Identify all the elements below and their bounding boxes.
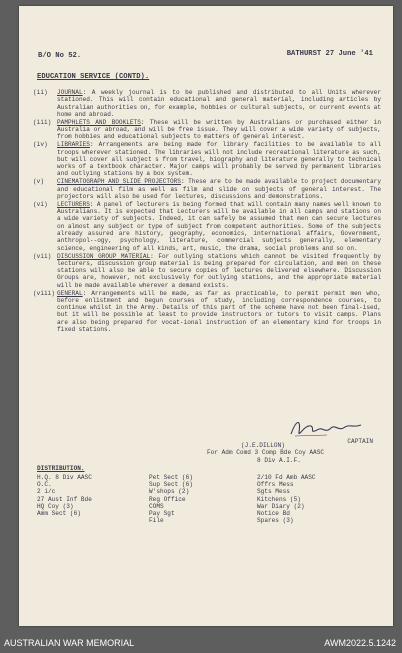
item-body [57,253,381,289]
item-number: (iv) [33,141,48,149]
distribution-column-2 [149,474,193,524]
item-body [57,201,381,252]
for-line: For Adm Comd 3 Comp Bde Coy AASC [207,449,325,456]
distribution-entry: 2/10 Fd Amb AASC [257,474,316,481]
distribution-entry: HQ Coy (3) [37,502,74,510]
distribution-entry: Pay Sgt [149,510,175,518]
footer-accession-number: AWM2022.5.1242 [324,638,396,648]
signatory-rank: CAPTAIN [347,438,373,445]
item-label: CINEMATOGRAPH AND SLIDE PROJECTORS [57,178,181,186]
distribution-column-1 [37,474,92,517]
distribution-entry: Sgts Mess [257,488,290,496]
item-text: : Arrangements will be made, as far as practicable, to permit permit men who, before enlistment and begun courses of study, including correspondence courses, to continue whilst in the Army. Details of this part of the scheme have not been final-ised, but it will be possible at least to provide instructors or tutors to visit camps. Plans are also being prepared for vocat-ional instruction of an elementary kind for troops in fixed stations. [57,289,381,334]
item-text: : A weekly journal is to be published and distributed to all Units wherever stationed. This will contain educational and general material, including articles by Australian authorities on, for example, hobbies or cultural subjects, or current events at home and abroad. [57,89,381,118]
order-item [33,141,381,177]
item-body [57,178,381,200]
distribution-column-3 [257,474,316,524]
document-page [19,6,393,626]
item-number: (v) [33,178,44,186]
item-text: : Arrangements are being made for library facilities to be available to all troops wherever stationed. The libraries will not include recreational literature as such, but will cover all subject s from travel, biography and literature generally to technical works of a textbook character. Major camps will probably be served by permanent libraries and outlying stations by a box system. [57,141,381,178]
order-item [33,290,381,334]
location-date: BATHURST 27 June '41 [286,50,373,58]
item-label: GENERAL [57,289,83,297]
distribution-entry: Spares (3) [257,517,294,525]
distribution-entry: H.Q. 8 Div AASC [37,474,92,481]
distribution-entry: 2 i/c [37,488,56,496]
distribution-entry: Notice Bd [257,510,290,518]
item-label: DISCUSSION GROUP MATERIAL [57,252,151,260]
item-label: JOURNAL [57,89,83,96]
distribution-entry: W'shops (2) [149,488,190,496]
order-item [33,253,381,289]
order-item [33,201,381,252]
order-item [33,89,381,118]
item-text: : A panel of lecturers is being formed that will contain many names well known to Australians. It is expected that Lecturers will be available in all camps and stations on a wide variety of subjects. Indeed, it can safely be assumed that men can secure lectures on almost any subject or type of subject from competent authorities. Some of the subjects already assured are history, geography, economics, international affairs, Government, anthropol--ogy, psychology, literature, commercial subjects generally, elementary science, engineering of all kinds, art, music, the drama, social problems and so on. [57,200,381,252]
distribution-entry: Amm Sect (6) [37,510,81,518]
distribution-entry: File [149,517,164,525]
item-text: : These are to be made available to project documentary and educational film as well as film and slide on subjects of general interest. The projectors will also be used for lectures, discussions and demonstrations. [57,178,381,200]
item-body [57,290,381,334]
item-body [57,141,381,177]
distribution-entry: Kitchens (5) [257,495,301,503]
signature-icon [287,416,367,440]
item-text: : For outlying stations which cannot be visited frequently by lecturers, discussion group material is being prepared for circulation, and men on these stations will also be able to secure copies of lectures delivered elsewhere. Discussion Groups are, however, not exclusively for outlying stations, and the appropriate material will be made available wherever a demand exists. [57,252,381,289]
order-item [33,178,381,200]
distribution-entry: Reg Office [149,495,186,503]
unit-line: 8 Div A.I.F. [257,457,301,464]
item-number: (ii) [33,89,48,96]
archive-footer [0,632,402,653]
order-reference: B/O No 52. [38,52,82,60]
signatory-name: (J.E.DILLON) [241,442,285,449]
item-number: (vii) [33,252,52,260]
item-number: (vi) [33,200,48,208]
subject-heading: EDUCATION SERVICE (CONTD). [37,73,150,81]
distribution-entry: Sup Sect (6) [149,481,193,489]
item-body [57,119,381,141]
distribution-entry: 27 Aust Inf Bde [37,495,92,503]
distribution-entry: O.C. [37,481,52,489]
distribution-entry: War Diary (2) [257,502,305,510]
item-number: (iii) [33,118,52,126]
item-label: LIBRARIES [57,141,90,149]
order-item [33,119,381,141]
item-body [57,89,381,118]
item-number: (viii) [33,289,55,297]
distribution-entry: Pet Sect (6) [149,474,193,481]
item-text: : These will be written by Australians or purchased either in Australia or abroad, and will be free issue. They will cover a wide variety of subjects, from hobbies and educational subjects to matters of general interest. [57,118,381,141]
items-list [33,89,381,334]
distribution-entry: COMS [149,502,164,510]
distribution-entry: Offrs Mess [257,481,294,489]
footer-institution: AUSTRALIAN WAR MEMORIAL [4,638,135,648]
distribution-block [37,465,85,474]
item-label: LECTURERS [57,200,90,208]
distribution-heading: DISTRIBUTION. [37,465,85,472]
item-label: PAMPHLETS AND BOOKLETS [57,118,141,126]
